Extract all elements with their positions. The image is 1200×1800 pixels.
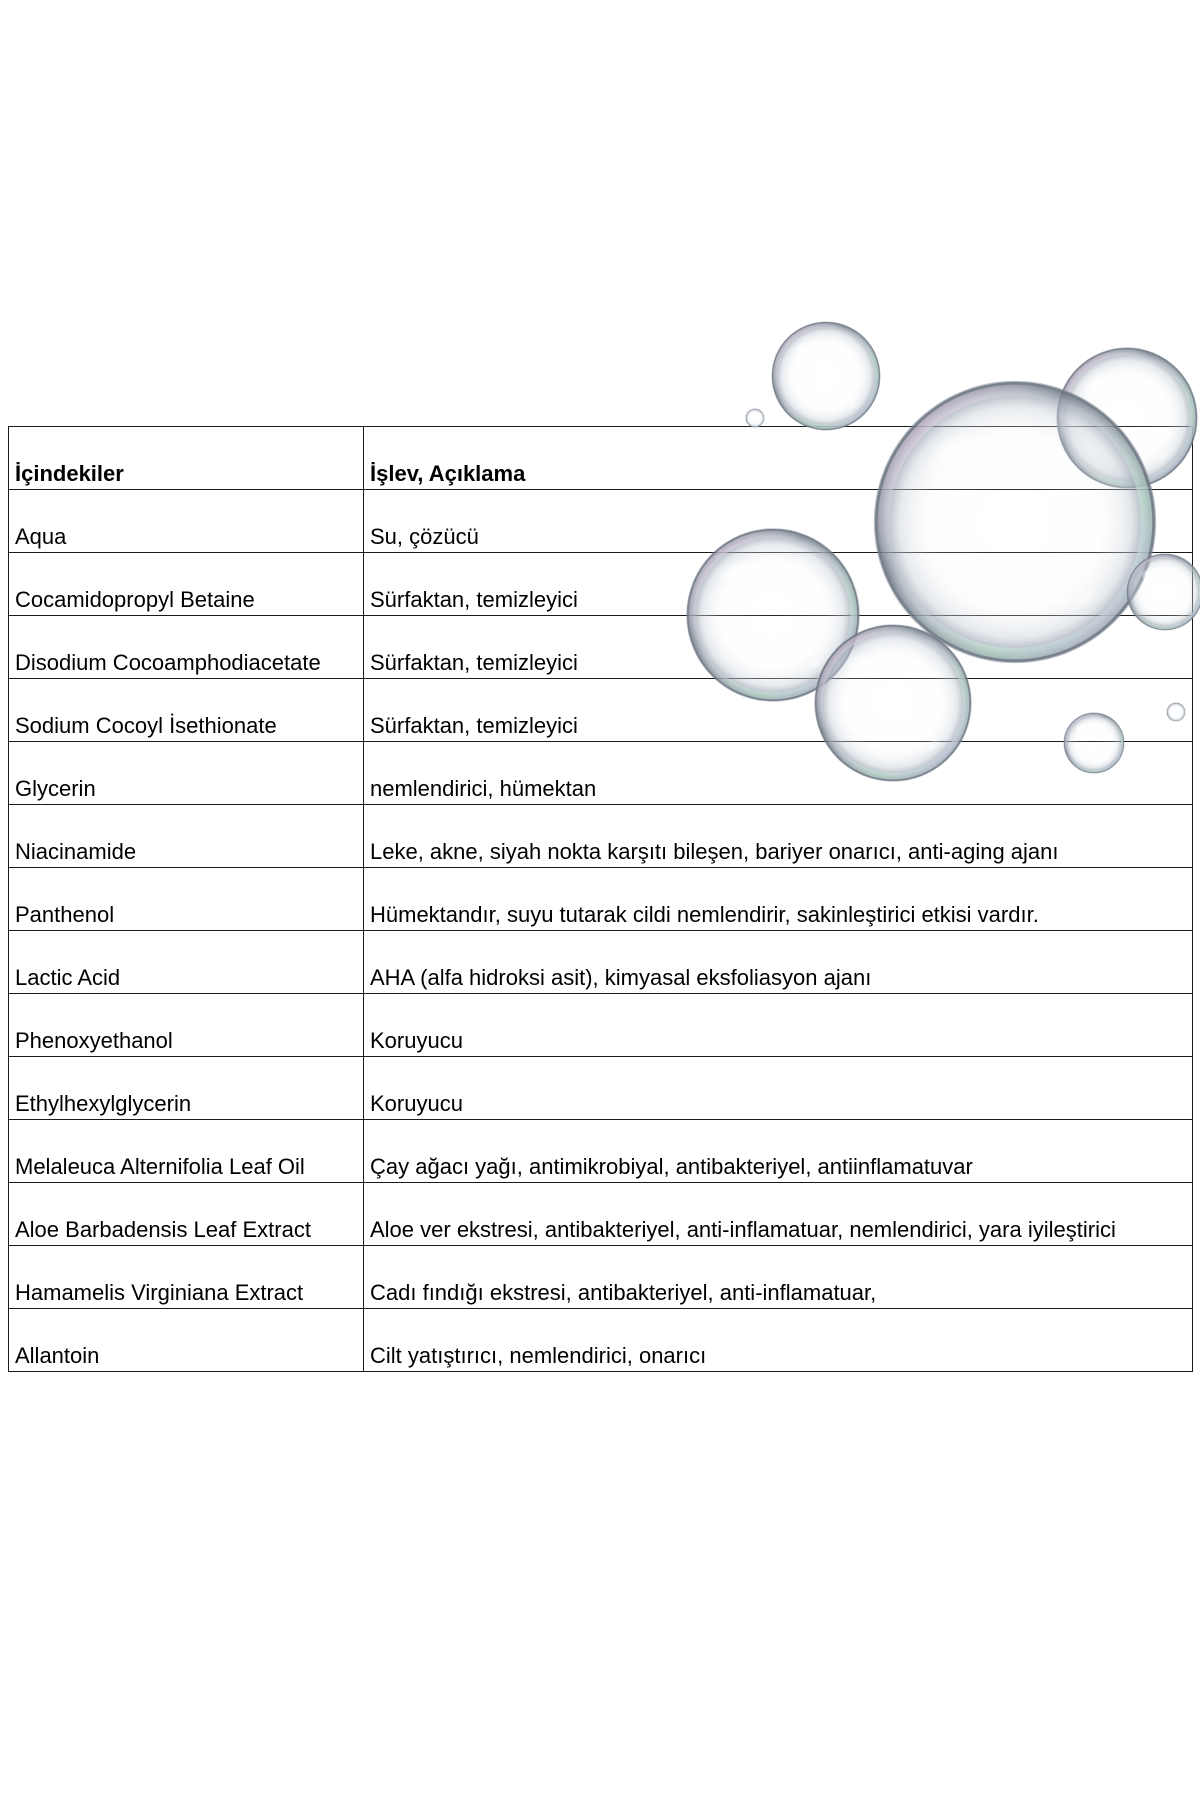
bubble-shape: [772, 322, 880, 430]
table-row: [9, 490, 1193, 553]
table-row: [9, 1183, 1193, 1246]
ingredient-name-cell: Hamamelis Virginiana Extract: [9, 1246, 364, 1309]
ingredient-name-cell: Ethylhexylglycerin: [9, 1057, 364, 1120]
table-row: [9, 931, 1193, 994]
ingredient-name-cell: Allantoin: [9, 1309, 364, 1372]
ingredients-table: [8, 426, 1193, 1372]
ingredient-name-cell: Lactic Acid: [9, 931, 364, 994]
ingredient-name-cell: Phenoxyethanol: [9, 994, 364, 1057]
table-row: [9, 553, 1193, 616]
table-row: [9, 1057, 1193, 1120]
table-row: [9, 868, 1193, 931]
ingredient-function-cell: Cadı fındığı ekstresi, antibakteriyel, anti-inflamatuar,: [364, 1246, 1193, 1309]
ingredient-function-cell: Koruyucu: [364, 994, 1193, 1057]
ingredient-function-cell: Çay ağacı yağı, antimikrobiyal, antibakteriyel, antiinflamatuvar: [364, 1120, 1193, 1183]
ingredient-name-cell: Niacinamide: [9, 805, 364, 868]
ingredient-name-cell: Panthenol: [9, 868, 364, 931]
ingredient-name-cell: Glycerin: [9, 742, 364, 805]
table-row: [9, 616, 1193, 679]
ingredient-name-cell: Melaleuca Alternifolia Leaf Oil: [9, 1120, 364, 1183]
ingredient-name-cell: Aqua: [9, 490, 364, 553]
ingredient-function-cell: Su, çözücü: [364, 490, 1193, 553]
ingredient-function-cell: AHA (alfa hidroksi asit), kimyasal eksfoliasyon ajanı: [364, 931, 1193, 994]
ingredient-name-cell: Disodium Cocoamphodiacetate: [9, 616, 364, 679]
ingredient-function-cell: Aloe ver ekstresi, antibakteriyel, anti-inflamatuar, nemlendirici, yara iyileştirici: [364, 1183, 1193, 1246]
table-row: [9, 805, 1193, 868]
table-row: [9, 1309, 1193, 1372]
ingredient-function-cell: Sürfaktan, temizleyici: [364, 616, 1193, 679]
ingredient-function-cell: Hümektandır, suyu tutarak cildi nemlendirir, sakinleştirici etkisi vardır.: [364, 868, 1193, 931]
ingredient-function-cell: Sürfaktan, temizleyici: [364, 679, 1193, 742]
column-header-ingredients: İçindekiler: [9, 427, 364, 490]
table-row: [9, 679, 1193, 742]
ingredient-function-cell: Cilt yatıştırıcı, nemlendirici, onarıcı: [364, 1309, 1193, 1372]
table-row: [9, 994, 1193, 1057]
ingredient-name-cell: Sodium Cocoyl İsethionate: [9, 679, 364, 742]
table-row: [9, 1246, 1193, 1309]
table-header-row: [9, 427, 1193, 490]
column-header-function: İşlev, Açıklama: [364, 427, 1193, 490]
ingredient-function-cell: Sürfaktan, temizleyici: [364, 553, 1193, 616]
table-row: [9, 742, 1193, 805]
ingredient-function-cell: Koruyucu: [364, 1057, 1193, 1120]
ingredient-function-cell: Leke, akne, siyah nokta karşıtı bileşen, bariyer onarıcı, anti-aging ajanı: [364, 805, 1193, 868]
ingredient-function-cell: nemlendirici, hümektan: [364, 742, 1193, 805]
ingredient-name-cell: Cocamidopropyl Betaine: [9, 553, 364, 616]
bubble-shape: [746, 409, 764, 427]
table-row: [9, 1120, 1193, 1183]
ingredient-name-cell: Aloe Barbadensis Leaf Extract: [9, 1183, 364, 1246]
